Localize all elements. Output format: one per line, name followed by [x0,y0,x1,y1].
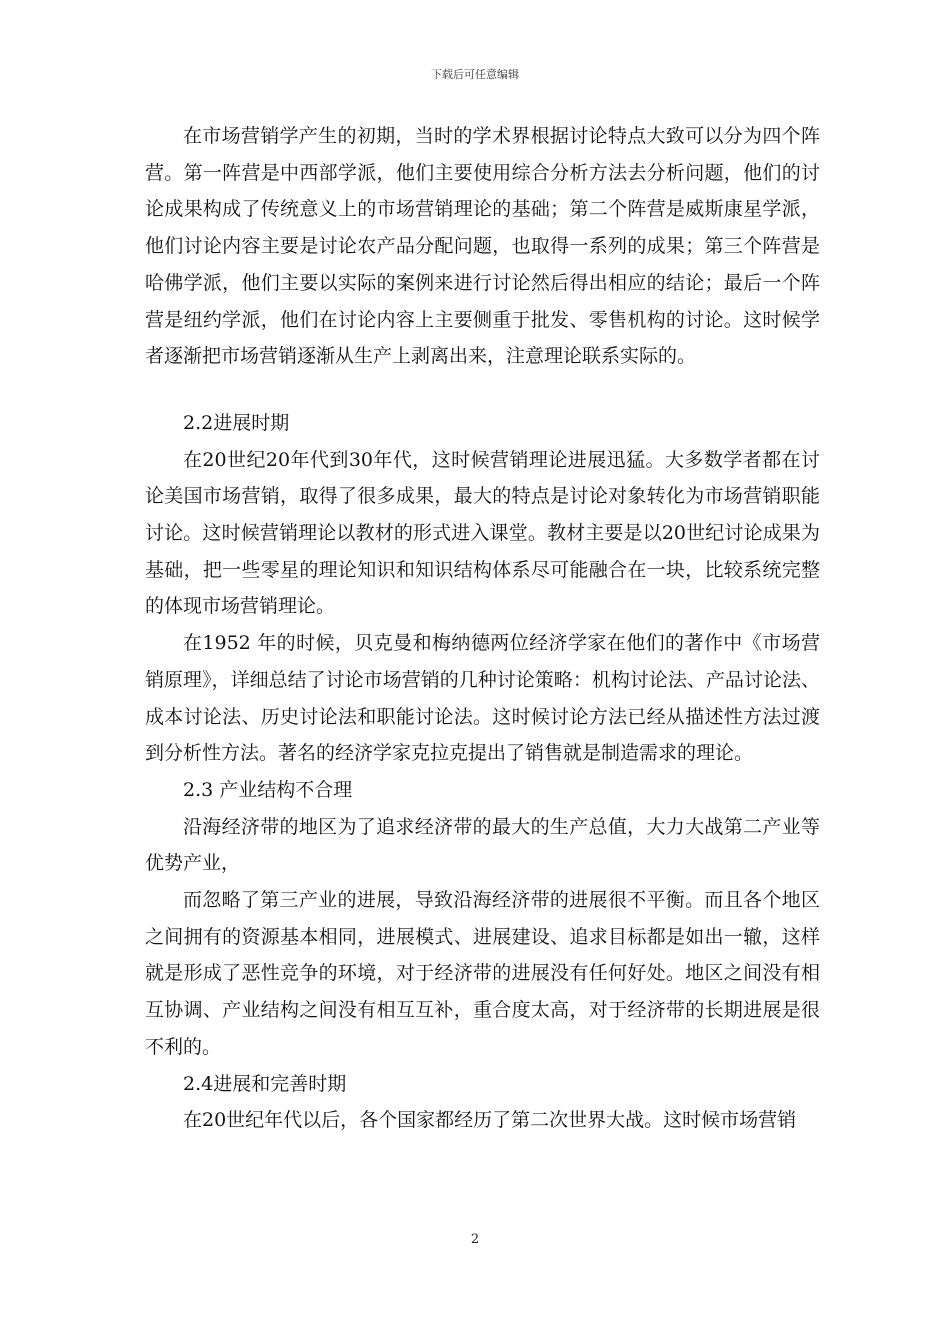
paragraph-development-period: 在20世纪20年代到30年代，这时候营销理论进展迅猛。大多数学者都在讨论美国市场营销，取得了很多成果，最大的特点是讨论对象转化为市场营销职能讨论。这时候营销理论以教材的形式进入课堂。教材主要是以20世纪讨论成果为基础，把一些零星的理论知识和知识结构体系尽可能融合在一块，比较系统完整的体现市场营销理论。 [145,448,820,618]
section-heading-2-3: 2.3 产业结构不合理 [183,778,353,801]
section-heading-2-4: 2.4进展和完善时期 [183,1072,347,1095]
section-heading-2-2: 2.2进展时期 [183,411,290,434]
paragraph-principles-of-marketing: 在1952 年的时候，贝克曼和梅纳德两位经济学家在他们的著作中《市场营销原理》，详细总结了讨论市场营销的几种讨论策略：机构讨论法、产品讨论法、成本讨论法、历史讨论法和职能讨论法。这时候讨论方法已经从描述性方法过渡到分析性方法。著名的经济学家克拉克提出了销售就是制造需求的理论。 [145,632,820,765]
page-header: 下载后可任意编辑 [431,68,519,81]
page-number: 2 [470,1232,480,1247]
paragraph-coastal-economy: 沿海经济带的地区为了追求经济带的最大的生产总值，大力大战第二产业等优势产业， [145,815,820,875]
paragraph-post-war: 在20世纪年代以后，各个国家都经历了第二次世界大战。这时候市场营销 [183,1109,797,1132]
paragraph-tertiary-industry: 而忽略了第三产业的进展，导致沿海经济带的进展很不平衡。而且各个地区之间拥有的资源基本相同，进展模式、进展建设、追求目标都是如出一辙，这样就是形成了恶性竞争的环境，对于经济带的进展没有任何好处。地区之间没有相互协调、产业结构之间没有相互互补，重合度太高，对于经济带的长期进展是很不利的。 [145,889,820,1058]
document-body [145,118,820,1139]
paragraph-early-schools: 在市场营销学产生的初期，当时的学术界根据讨论特点大致可以分为四个阵营。第一阵营是中西部学派，他们主要使用综合分析方法去分析问题，他们的讨论成果构成了传统意义上的市场营销理论的基础；第二个阵营是威斯康星学派，他们讨论内容主要是讨论农产品分配问题，也取得一系列的成果；第三个阵营是哈佛学派，他们主要以实际的案例来进行讨论然后得出相应的结论；最后一个阵营是纽约学派，他们在讨论内容上主要侧重于批发、零售机构的讨论。这时候学者逐渐把市场营销逐渐从生产上剥离出来，注意理论联系实际的。 [145,125,820,368]
